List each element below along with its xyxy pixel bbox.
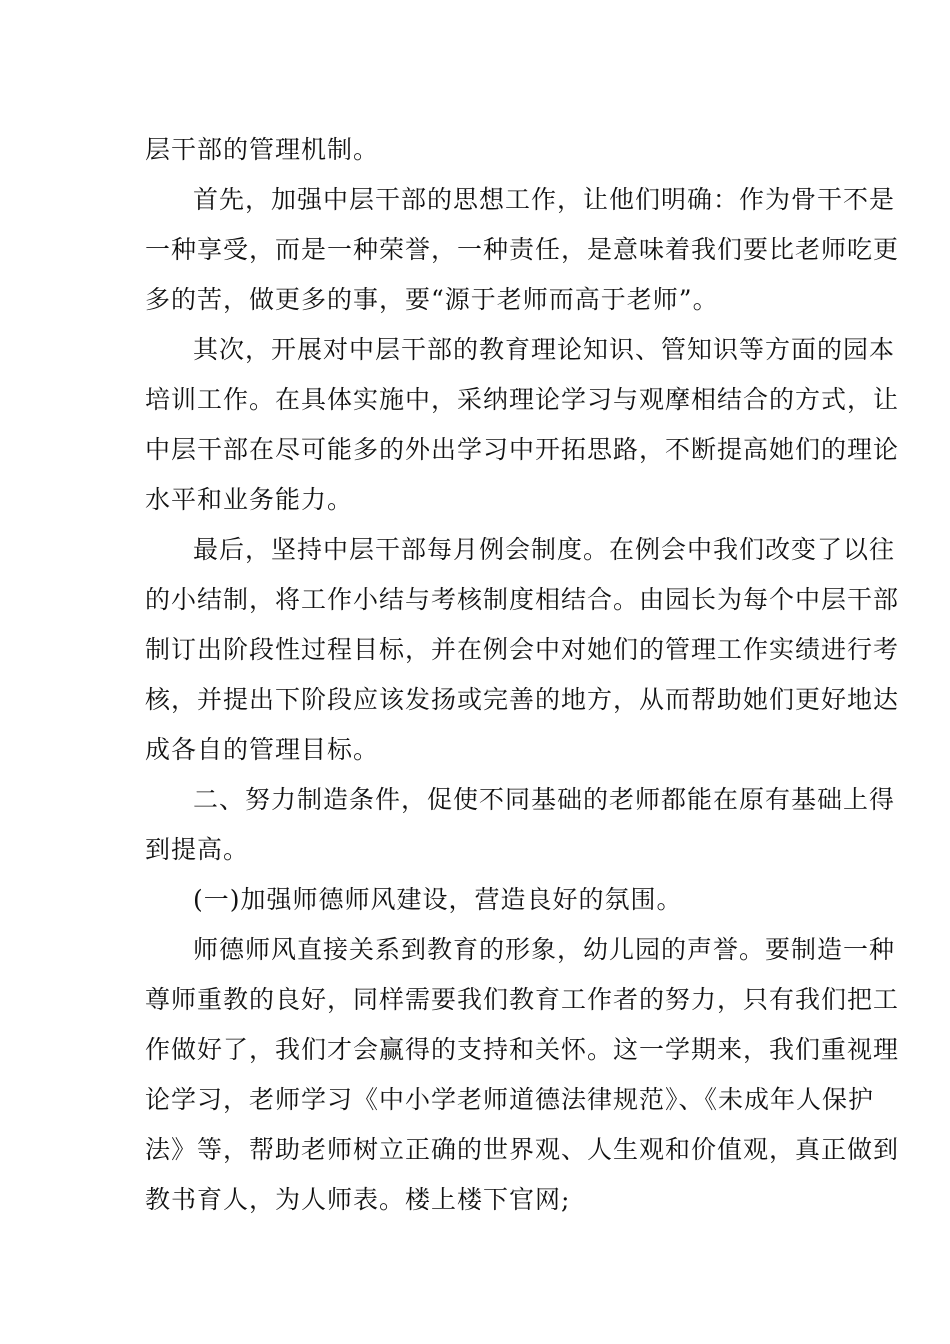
- text-line: 尊师重教的良好，同样需要我们教育工作者的努力，只有我们把工: [145, 985, 900, 1014]
- text-line: 一种享受，而是一种荣誉，一种责任，是意味着我们要比老师吃更: [145, 235, 900, 264]
- text-line: 论学习，老师学习《中小学老师道德法律规范》、《未成年人保护: [145, 1085, 875, 1114]
- text-line: 到提高。: [145, 835, 250, 864]
- text-line: 中层干部在尽可能多的外出学习中开拓思路，不断提高她们的理论: [145, 435, 900, 464]
- text-line: 成各自的管理目标。: [145, 735, 380, 764]
- paragraph-first-line: 最后，坚持中层干部每月例会制度。在例会中我们改变了以往: [193, 535, 896, 564]
- text-line: 层干部的管理机制。: [145, 135, 380, 164]
- text-line: 核，并提出下阶段应该发扬或完善的地方，从而帮助她们更好地达: [145, 685, 900, 714]
- paragraph-first-line: 其次，开展对中层干部的教育理论知识、管知识等方面的园本: [193, 335, 896, 364]
- text-line: 的小结制，将工作小结与考核制度相结合。由园长为每个中层干部: [145, 585, 900, 614]
- text-line: 作做好了，我们才会赢得的支持和关怀。这一学期来，我们重视理: [145, 1035, 900, 1064]
- section-heading: 二、努力制造条件，促使不同基础的老师都能在原有基础上得: [193, 785, 896, 814]
- text-line: 多的苦，做更多的事，要“源于老师而高于老师”。: [145, 285, 719, 314]
- text-line: 培训工作。在具体实施中，采纳理论学习与观摩相结合的方式，让: [145, 385, 900, 414]
- text-line: 教书育人，为人师表。楼上楼下官网;: [145, 1185, 571, 1214]
- text-line: 法》等，帮助老师树立正确的世界观、人生观和价值观，真正做到: [145, 1135, 900, 1164]
- paragraph-first-line: 首先，加强中层干部的思想工作，让他们明确：作为骨干不是: [193, 185, 896, 214]
- subsection-heading: (一)加强师德师风建设，营造良好的氛围。: [193, 885, 683, 914]
- text-line: 水平和业务能力。: [145, 485, 354, 514]
- text-line: 制订出阶段性过程目标，并在例会中对她们的管理工作实绩进行考: [145, 635, 900, 664]
- paragraph-first-line: 师德师风直接关系到教育的形象，幼儿园的声誉。要制造一种: [193, 935, 896, 964]
